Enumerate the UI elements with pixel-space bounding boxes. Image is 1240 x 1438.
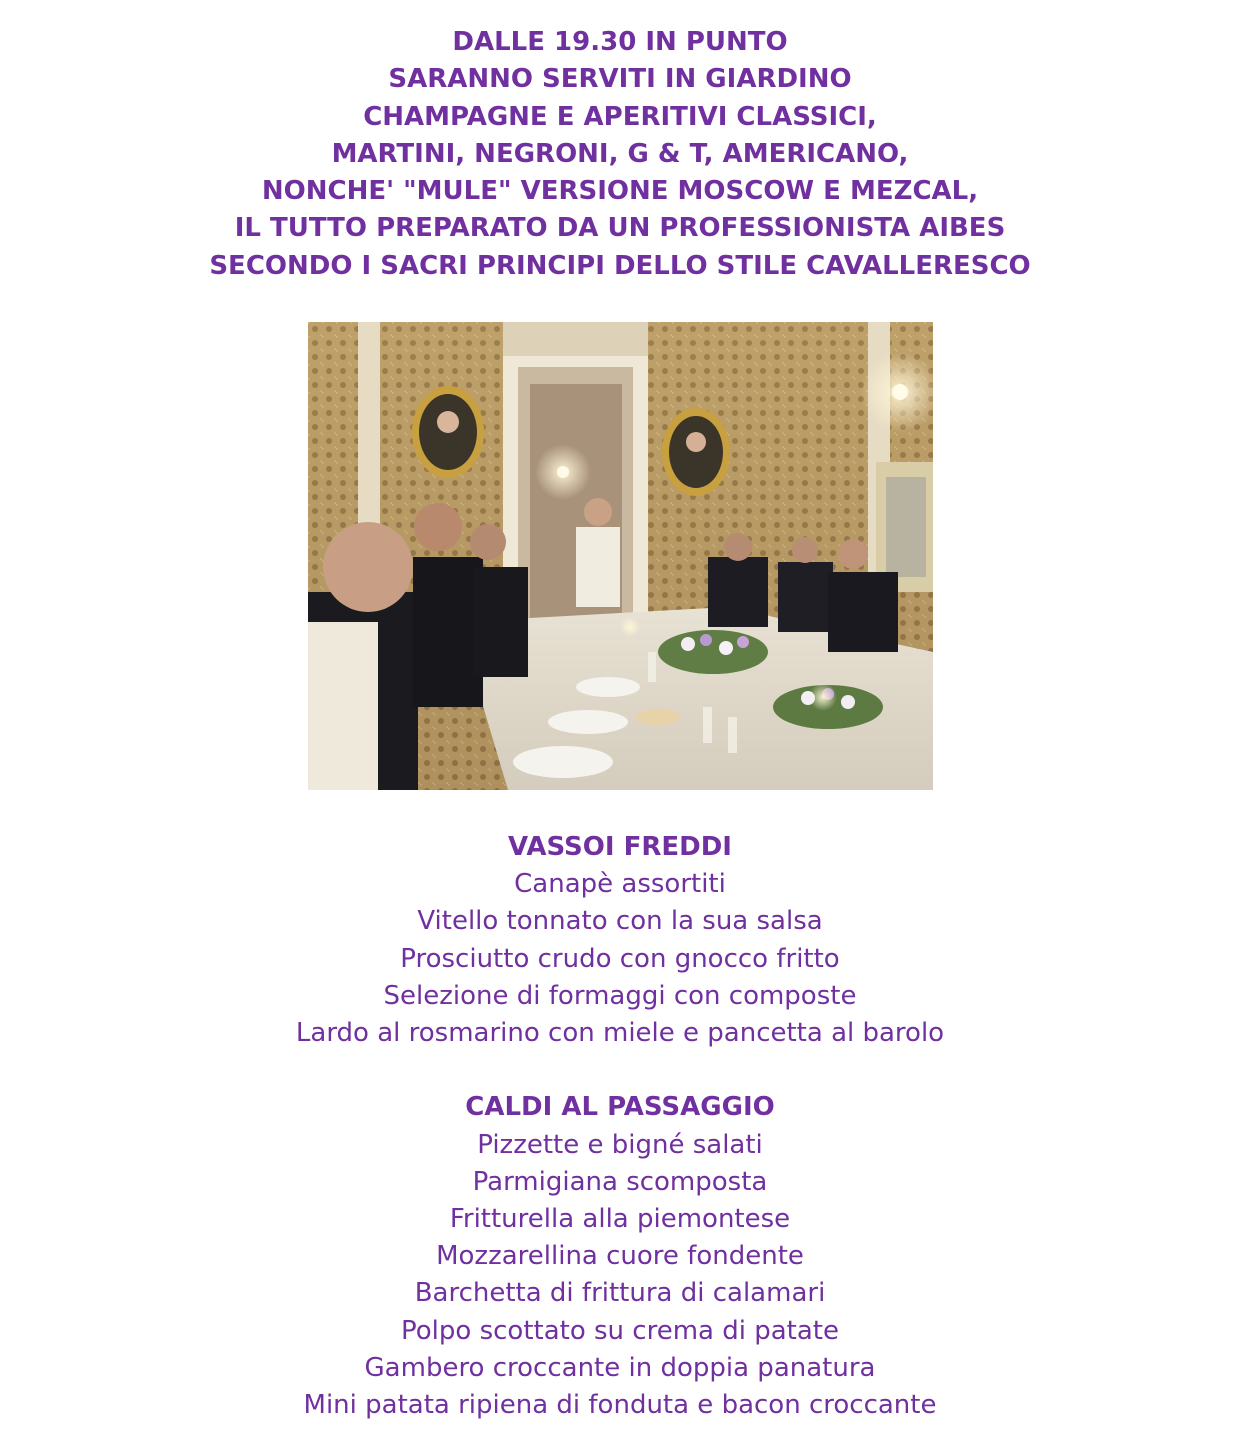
menu-section-cold (0, 829, 1240, 1052)
menu-item: Vitello tonnato con la sua salsa (417, 906, 823, 937)
menu-item: Selezione di formaggi con composte (383, 980, 857, 1011)
section-title: CALDI AL PASSAGGIO (465, 1092, 775, 1123)
menu-item: Canapè assortiti (514, 869, 726, 900)
section-spacer (0, 1052, 1240, 1089)
menu-section-hot (0, 1089, 1240, 1424)
intro-line: SARANNO SERVITI IN GIARDINO (388, 64, 852, 95)
menu-item: Prosciutto crudo con gnocco fritto (400, 943, 840, 974)
menu-item: Mozzarellina cuore fondente (436, 1241, 804, 1272)
dinner-photo (308, 322, 933, 790)
menu-item: Gambero croccante in doppia panatura (364, 1352, 876, 1383)
menu-item: Lardo al rosmarino con miele e pancetta al barolo (295, 1018, 945, 1049)
menu-item: Mini patata ripiena di fonduta e bacon croccante (303, 1390, 937, 1421)
menu-item: Parmigiana scomposta (472, 1166, 768, 1197)
menu-item: Pizzette e bigné salati (477, 1129, 763, 1160)
menu-item: Barchetta di frittura di calamari (414, 1278, 826, 1309)
intro-text (0, 24, 1240, 285)
section-title: VASSOI FREDDI (508, 832, 732, 862)
intro-line: SECONDO I SACRI PRINCIPI DELLO STILE CAVALLERESCO (209, 250, 1031, 281)
intro-line: MARTINI, NEGRONI, G & T, AMERICANO, (331, 138, 909, 169)
intro-line: CHAMPAGNE E APERITIVI CLASSICI, (363, 101, 877, 132)
intro-line: IL TUTTO PREPARATO DA UN PROFESSIONISTA AIBES (234, 213, 1006, 244)
menu (0, 829, 1240, 1424)
menu-item: Polpo scottato su crema di patate (401, 1315, 839, 1346)
intro-line: DALLE 19.30 IN PUNTO (452, 27, 788, 57)
menu-item: Fritturella alla piemontese (449, 1204, 791, 1235)
intro-line: NONCHE' "MULE" VERSIONE MOSCOW E MEZCAL, (261, 176, 979, 207)
